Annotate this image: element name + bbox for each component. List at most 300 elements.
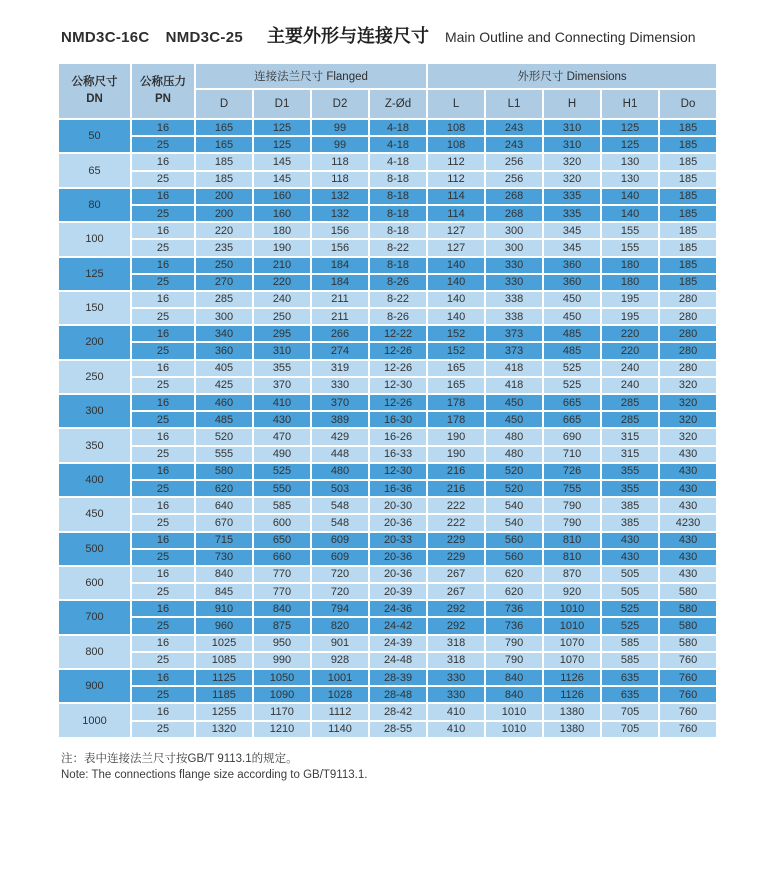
value-cell-d: 520 [195,428,253,445]
pn-cell: 16 [131,394,195,411]
value-cell-d1: 220 [253,274,311,291]
value-cell-d: 220 [195,222,253,239]
footnote-chinese: 注：表中连接法兰尺寸按GB/T 9113.1的规定。 [61,752,298,765]
pn-cell: 16 [131,257,195,274]
value-cell-zd: 8-18 [369,171,427,188]
value-cell-d1: 145 [253,171,311,188]
value-cell-h1: 125 [601,119,659,136]
value-cell-l1: 373 [485,342,543,359]
table-row-dn450-pn16 [58,497,717,514]
value-cell-l: 190 [427,428,485,445]
table-row-dn500-pn16 [58,532,717,549]
value-cell-h: 360 [543,257,601,274]
pn-cell: 25 [131,171,195,188]
table-row-dn600-pn25 [58,583,717,600]
header-col-h: H [543,89,601,119]
value-cell-h: 726 [543,463,601,480]
value-cell-do: 185 [659,119,717,136]
value-cell-h1: 180 [601,257,659,274]
value-cell-d2: 211 [311,291,369,308]
value-cell-zd: 16-36 [369,480,427,497]
value-cell-l1: 256 [485,171,543,188]
value-cell-zd: 20-30 [369,497,427,514]
value-cell-l: 190 [427,446,485,463]
value-cell-h: 485 [543,342,601,359]
value-cell-do: 280 [659,342,717,359]
value-cell-do: 280 [659,291,717,308]
value-cell-zd: 12-30 [369,463,427,480]
value-cell-l: 114 [427,205,485,222]
value-cell-h1: 155 [601,222,659,239]
value-cell-d1: 1170 [253,703,311,720]
value-cell-l: 178 [427,411,485,428]
table-row-dn200-pn25 [58,342,717,359]
pn-cell: 25 [131,205,195,222]
dn-cell: 300 [58,394,131,428]
value-cell-d: 845 [195,583,253,600]
value-cell-l: 127 [427,222,485,239]
table-row-dn800-pn16 [58,635,717,652]
value-cell-do: 580 [659,583,717,600]
value-cell-do: 280 [659,308,717,325]
value-cell-h1: 315 [601,428,659,445]
value-cell-h: 1070 [543,635,601,652]
pn-cell: 25 [131,377,195,394]
value-cell-zd: 12-26 [369,342,427,359]
value-cell-l1: 480 [485,446,543,463]
table-row-dn1000-pn16 [58,703,717,720]
table-row-dn100-pn25 [58,239,717,256]
value-cell-d1: 125 [253,119,311,136]
value-cell-do: 185 [659,153,717,170]
value-cell-d: 1320 [195,721,253,738]
table-row-dn65-pn16 [58,153,717,170]
dn-cell: 600 [58,566,131,600]
value-cell-h: 310 [543,136,601,153]
pn-cell: 25 [131,549,195,566]
header-pn-en: PN [155,93,171,105]
value-cell-l1: 560 [485,532,543,549]
value-cell-h1: 705 [601,703,659,720]
value-cell-d1: 355 [253,360,311,377]
value-cell-d2: 1112 [311,703,369,720]
value-cell-l1: 330 [485,257,543,274]
model-number-1: NMD3C-16C [61,29,150,46]
value-cell-d: 185 [195,153,253,170]
value-cell-h: 1126 [543,686,601,703]
value-cell-d: 670 [195,514,253,531]
value-cell-l1: 520 [485,480,543,497]
value-cell-l1: 268 [485,188,543,205]
value-cell-h1: 385 [601,514,659,531]
value-cell-h: 1380 [543,703,601,720]
value-cell-d1: 145 [253,153,311,170]
value-cell-do: 430 [659,480,717,497]
header-pn [131,63,195,119]
value-cell-h: 335 [543,188,601,205]
value-cell-d: 425 [195,377,253,394]
value-cell-h1: 140 [601,188,659,205]
value-cell-do: 580 [659,635,717,652]
value-cell-l1: 418 [485,360,543,377]
value-cell-h: 920 [543,583,601,600]
value-cell-d: 285 [195,291,253,308]
value-cell-zd: 28-42 [369,703,427,720]
table-row-dn600-pn16 [58,566,717,583]
value-cell-l: 410 [427,721,485,738]
value-cell-d: 1255 [195,703,253,720]
value-cell-d1: 430 [253,411,311,428]
value-cell-h1: 585 [601,635,659,652]
value-cell-d1: 210 [253,257,311,274]
value-cell-zd: 24-48 [369,652,427,669]
value-cell-l: 140 [427,257,485,274]
value-cell-l: 292 [427,600,485,617]
value-cell-do: 580 [659,617,717,634]
value-cell-l1: 330 [485,274,543,291]
value-cell-d2: 548 [311,514,369,531]
value-cell-zd: 8-22 [369,291,427,308]
value-cell-d1: 600 [253,514,311,531]
value-cell-l: 216 [427,463,485,480]
value-cell-zd: 20-33 [369,532,427,549]
header-col-l: L [427,89,485,119]
value-cell-h: 790 [543,497,601,514]
value-cell-h1: 285 [601,394,659,411]
value-cell-do: 4230 [659,514,717,531]
value-cell-h1: 505 [601,583,659,600]
value-cell-zd: 8-22 [369,239,427,256]
value-cell-d: 910 [195,600,253,617]
pn-cell: 25 [131,652,195,669]
value-cell-l: 267 [427,566,485,583]
value-cell-h1: 140 [601,205,659,222]
value-cell-h: 335 [543,205,601,222]
value-cell-d2: 1028 [311,686,369,703]
value-cell-h1: 355 [601,463,659,480]
value-cell-l1: 790 [485,652,543,669]
dn-cell: 1000 [58,703,131,737]
value-cell-do: 280 [659,360,717,377]
value-cell-l: 112 [427,153,485,170]
value-cell-h: 450 [543,291,601,308]
value-cell-l: 216 [427,480,485,497]
value-cell-l: 140 [427,274,485,291]
value-cell-d2: 156 [311,222,369,239]
value-cell-h1: 155 [601,239,659,256]
value-cell-d2: 156 [311,239,369,256]
dn-cell: 200 [58,325,131,359]
value-cell-d: 620 [195,480,253,497]
header-col-z-od: Z-Ød [369,89,427,119]
value-cell-d: 1025 [195,635,253,652]
pn-cell: 16 [131,463,195,480]
pn-cell: 25 [131,686,195,703]
value-cell-do: 320 [659,428,717,445]
value-cell-h: 755 [543,480,601,497]
header-pn-zh: 公称压力 [140,76,186,89]
value-cell-zd: 4-18 [369,136,427,153]
value-cell-l1: 520 [485,463,543,480]
pn-cell: 16 [131,222,195,239]
value-cell-d2: 928 [311,652,369,669]
table-row-dn450-pn25 [58,514,717,531]
value-cell-d1: 180 [253,222,311,239]
value-cell-l: 410 [427,703,485,720]
value-cell-h1: 525 [601,617,659,634]
value-cell-zd: 12-30 [369,377,427,394]
value-cell-l: 222 [427,497,485,514]
table-row-dn125-pn25 [58,274,717,291]
table-row-dn700-pn25 [58,617,717,634]
value-cell-d: 300 [195,308,253,325]
value-cell-d2: 118 [311,171,369,188]
value-cell-d1: 1210 [253,721,311,738]
value-cell-d: 235 [195,239,253,256]
pn-cell: 16 [131,188,195,205]
value-cell-d1: 660 [253,549,311,566]
dn-cell: 50 [58,119,131,153]
value-cell-d1: 770 [253,566,311,583]
pn-cell: 16 [131,153,195,170]
value-cell-h: 360 [543,274,601,291]
value-cell-d1: 125 [253,136,311,153]
value-cell-d2: 429 [311,428,369,445]
value-cell-zd: 28-55 [369,721,427,738]
value-cell-do: 320 [659,377,717,394]
value-cell-d2: 609 [311,532,369,549]
value-cell-d2: 319 [311,360,369,377]
value-cell-d1: 1090 [253,686,311,703]
value-cell-h: 310 [543,119,601,136]
dn-cell: 700 [58,600,131,634]
value-cell-h: 1070 [543,652,601,669]
value-cell-l1: 256 [485,153,543,170]
pn-cell: 25 [131,411,195,428]
value-cell-do: 185 [659,257,717,274]
value-cell-do: 760 [659,652,717,669]
value-cell-h: 665 [543,411,601,428]
value-cell-h1: 180 [601,274,659,291]
value-cell-d1: 525 [253,463,311,480]
table-row-dn80-pn25 [58,205,717,222]
value-cell-do: 185 [659,171,717,188]
value-cell-d1: 1050 [253,669,311,686]
value-cell-l1: 338 [485,308,543,325]
value-cell-l1: 243 [485,119,543,136]
table-row-dn300-pn25 [58,411,717,428]
title-chinese: 主要外形与连接尺寸 [266,26,429,46]
value-cell-l: 152 [427,342,485,359]
value-cell-d2: 448 [311,446,369,463]
value-cell-zd: 16-26 [369,428,427,445]
value-cell-h1: 430 [601,532,659,549]
footnote-english: Note: The connections flange size according to GB/T9113.1. [61,769,368,782]
value-cell-d: 485 [195,411,253,428]
table-row-dn350-pn25 [58,446,717,463]
header-dn [58,63,131,119]
value-cell-h1: 285 [601,411,659,428]
value-cell-do: 760 [659,669,717,686]
value-cell-zd: 12-22 [369,325,427,342]
table-row-dn250-pn25 [58,377,717,394]
value-cell-l1: 540 [485,514,543,531]
dn-cell: 65 [58,153,131,187]
value-cell-d2: 370 [311,394,369,411]
value-cell-zd: 12-26 [369,394,427,411]
dn-cell: 80 [58,188,131,222]
value-cell-h: 810 [543,532,601,549]
value-cell-d1: 410 [253,394,311,411]
dn-cell: 125 [58,257,131,291]
value-cell-d1: 295 [253,325,311,342]
dimension-table [57,62,718,739]
value-cell-h: 320 [543,171,601,188]
value-cell-h: 345 [543,239,601,256]
pn-cell: 16 [131,360,195,377]
value-cell-l1: 1010 [485,703,543,720]
value-cell-h1: 430 [601,549,659,566]
value-cell-d1: 470 [253,428,311,445]
value-cell-do: 430 [659,549,717,566]
value-cell-d: 960 [195,617,253,634]
table-row-dn900-pn16 [58,669,717,686]
header-dn-zh: 公称尺寸 [71,76,118,89]
value-cell-do: 185 [659,136,717,153]
value-cell-do: 280 [659,325,717,342]
table-row-dn125-pn16 [58,257,717,274]
value-cell-do: 580 [659,600,717,617]
value-cell-do: 185 [659,274,717,291]
value-cell-d1: 160 [253,205,311,222]
pn-cell: 25 [131,721,195,738]
pn-cell: 16 [131,428,195,445]
value-cell-d1: 190 [253,239,311,256]
value-cell-zd: 8-18 [369,205,427,222]
value-cell-zd: 16-30 [369,411,427,428]
value-cell-l1: 450 [485,394,543,411]
value-cell-zd: 8-26 [369,274,427,291]
value-cell-h: 525 [543,360,601,377]
dn-cell: 500 [58,532,131,566]
value-cell-l1: 418 [485,377,543,394]
value-cell-do: 430 [659,463,717,480]
value-cell-h1: 315 [601,446,659,463]
table-row-dn100-pn16 [58,222,717,239]
header-col-do: Do [659,89,717,119]
pn-cell: 16 [131,291,195,308]
value-cell-zd: 20-36 [369,549,427,566]
value-cell-d1: 240 [253,291,311,308]
value-cell-zd: 20-39 [369,583,427,600]
value-cell-do: 185 [659,205,717,222]
value-cell-d: 360 [195,342,253,359]
model-number-2: NMD3C-25 [165,29,243,46]
value-cell-d2: 503 [311,480,369,497]
value-cell-h1: 240 [601,377,659,394]
value-cell-l1: 840 [485,669,543,686]
value-cell-zd: 20-36 [369,514,427,531]
value-cell-l: 229 [427,532,485,549]
value-cell-h1: 130 [601,171,659,188]
value-cell-d2: 211 [311,308,369,325]
header-dn-en: DN [86,93,103,105]
table-row-dn65-pn25 [58,171,717,188]
value-cell-d1: 990 [253,652,311,669]
value-cell-d2: 389 [311,411,369,428]
value-cell-zd: 8-18 [369,188,427,205]
title-english: Main Outline and Connecting Dimension [444,29,696,45]
value-cell-d: 270 [195,274,253,291]
value-cell-h1: 195 [601,308,659,325]
table-row-dn350-pn16 [58,428,717,445]
value-cell-l1: 1010 [485,721,543,738]
value-cell-d2: 609 [311,549,369,566]
value-cell-l1: 268 [485,205,543,222]
value-cell-d2: 548 [311,497,369,514]
value-cell-d: 185 [195,171,253,188]
value-cell-l: 140 [427,291,485,308]
dn-cell: 250 [58,360,131,394]
value-cell-d1: 950 [253,635,311,652]
pn-cell: 25 [131,514,195,531]
pn-cell: 16 [131,119,195,136]
value-cell-zd: 28-48 [369,686,427,703]
pn-cell: 25 [131,480,195,497]
pn-cell: 25 [131,136,195,153]
value-cell-l: 267 [427,583,485,600]
value-cell-l1: 300 [485,239,543,256]
value-cell-h1: 525 [601,600,659,617]
value-cell-l: 222 [427,514,485,531]
value-cell-d: 165 [195,119,253,136]
dn-cell: 450 [58,497,131,531]
value-cell-d2: 184 [311,257,369,274]
value-cell-do: 430 [659,532,717,549]
value-cell-d2: 794 [311,600,369,617]
value-cell-l: 292 [427,617,485,634]
value-cell-d1: 770 [253,583,311,600]
table-row-dn50-pn16 [58,119,717,136]
value-cell-l: 165 [427,360,485,377]
value-cell-l1: 540 [485,497,543,514]
value-cell-zd: 12-26 [369,360,427,377]
value-cell-l1: 450 [485,411,543,428]
table-row-dn150-pn25 [58,308,717,325]
value-cell-l: 112 [427,171,485,188]
value-cell-zd: 16-33 [369,446,427,463]
value-cell-l: 330 [427,669,485,686]
value-cell-zd: 8-18 [369,257,427,274]
value-cell-h: 345 [543,222,601,239]
value-cell-h: 870 [543,566,601,583]
value-cell-d: 405 [195,360,253,377]
value-cell-h: 485 [543,325,601,342]
value-cell-h1: 585 [601,652,659,669]
value-cell-d2: 274 [311,342,369,359]
value-cell-d: 1125 [195,669,253,686]
value-cell-h1: 635 [601,669,659,686]
pn-cell: 25 [131,583,195,600]
value-cell-h1: 220 [601,342,659,359]
table-row-dn800-pn25 [58,652,717,669]
value-cell-d1: 490 [253,446,311,463]
value-cell-l1: 243 [485,136,543,153]
value-cell-h: 665 [543,394,601,411]
table-row-dn1000-pn25 [58,721,717,738]
table-row-dn200-pn16 [58,325,717,342]
value-cell-d1: 550 [253,480,311,497]
